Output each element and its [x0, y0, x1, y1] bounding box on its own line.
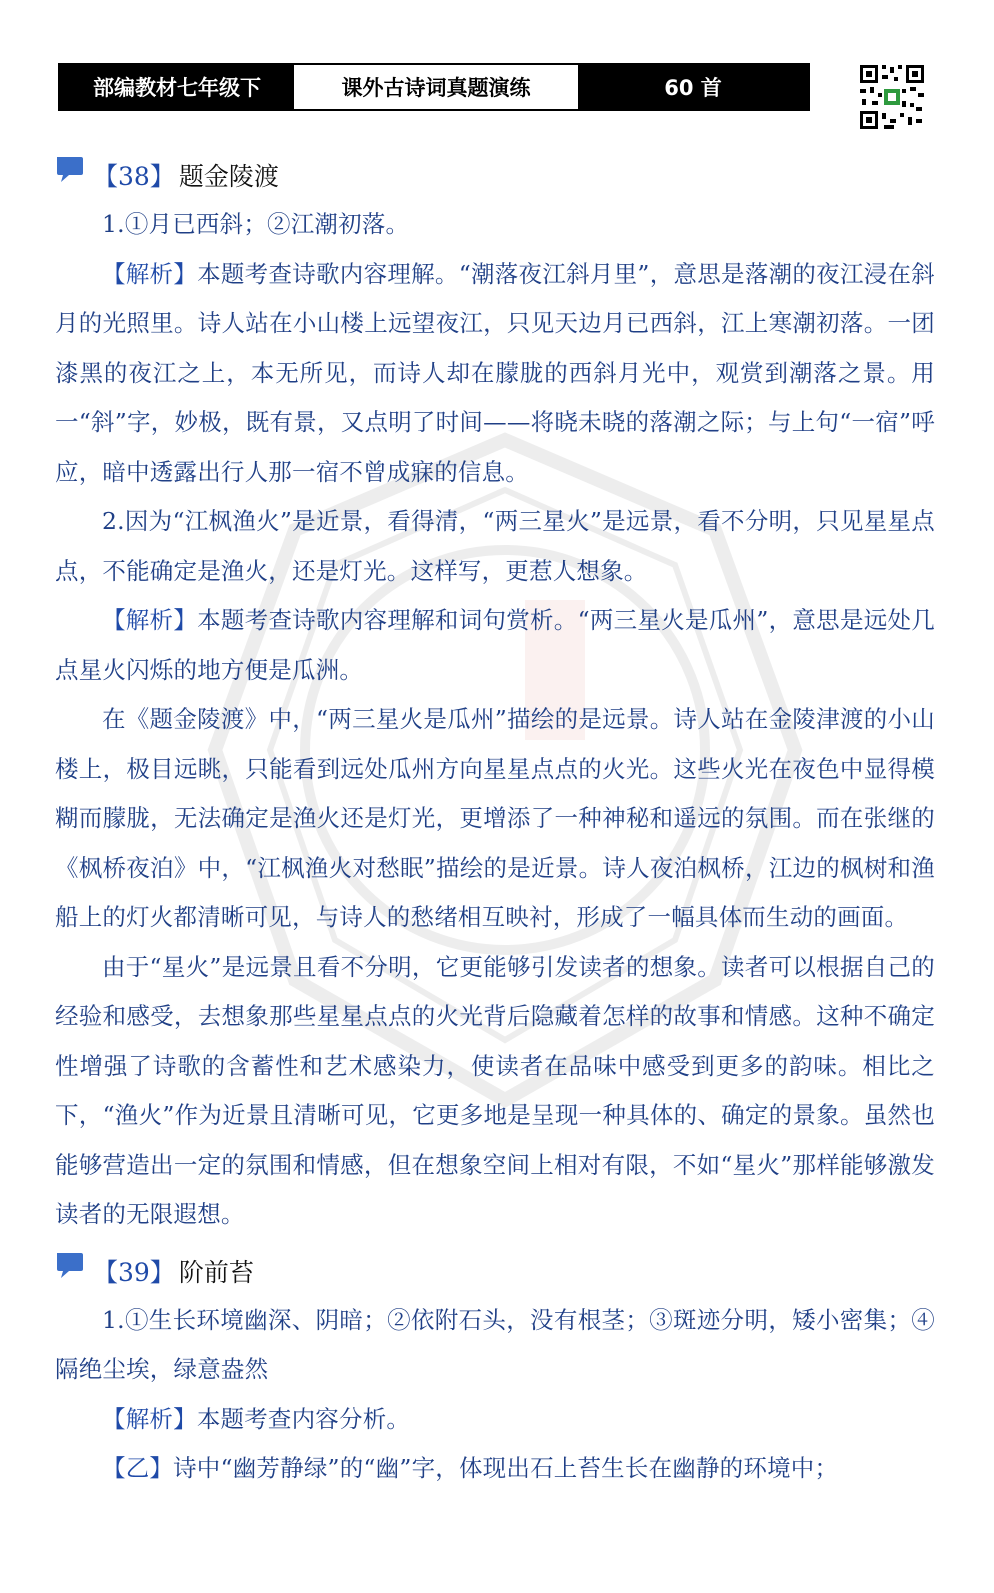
section-number: 【39】 [93, 1257, 175, 1287]
answer-paragraph: 2.因为“江枫渔火”是近景，看得清，“两三星火”是远景，看不分明，只见星星点点，不能确定是渔火，还是灯光。这样写，更惹人想象。 [55, 507, 935, 585]
part-tag: 【乙】 [102, 1454, 174, 1482]
body-paragraph: 在《题金陵渡》中，“两三星火是瓜州”描绘的是远景。诗人站在金陵津渡的小山楼上，极目远眺，只能看到远处瓜州方向星星点点的火光。这些火光在夜色中显得模糊而朦胧，无法确定是渔火还是灯光，更增添了一种神秘和遥远的氛围。而在张继的《枫桥夜泊》中，“江枫渔火对愁眠”描绘的是近景。诗人夜泊枫桥，江边的枫树和渔船上的灯火都清晰可见，与诗人的愁绪相互映衬，形成了一幅具体而生动的画面。 [55, 705, 935, 931]
book-title: 课外古诗词真题演练 [294, 65, 578, 109]
section-number: 【38】 [93, 162, 175, 191]
poem-count: 60 首 [578, 65, 808, 109]
analysis-paragraph: 【解析】本题考查诗歌内容理解和词句赏析。“两三星火是瓜州”，意思是远处几点星火闪烁的地方便是瓜洲。 [55, 606, 935, 684]
analysis-tag: 【解析】 [102, 259, 198, 288]
body-paragraph: 由于“星火”是远景且看不分明，它更能够引发读者的想象。读者可以根据自己的经验和感受，去想象那些星星点点的火光背后隐藏着怎样的故事和情感。这种不确定性增强了诗歌的含蓄性和艺术感染力，使读者在品味中感受到更多的韵味。相比之下，“渔火”作为近景且清晰可见，它更多地是呈现一种具体的、确定的景象。虽然也能够营造出一定的氛围和情感，但在想象空间上相对有限，不如“星火”那样能够激发读者的无限遐想。 [55, 952, 935, 1228]
analysis-tag: 【解析】 [102, 606, 198, 634]
header-bar [58, 63, 810, 111]
analysis-paragraph: 【解析】本题考查诗歌内容理解。“潮落夜江斜月里”，意思是落潮的夜江浸在斜月的光照里。诗人站在小山楼上远望夜江，只见天边月已西斜，江上寒潮初落。一团漆黑的夜江之上，本无所见，而诗人却在朦胧的西斜月光中，观赏到潮落之景。用一“斜”字，妙极，既有景，又点明了时间——将晓未晓的落潮之际；与上句“一宿”呼应，暗中透露出行人那一宿不曾成寐的信息。 [55, 259, 935, 486]
answer-content [55, 150, 935, 1494]
grade-label: 部编教材七年级下 [60, 65, 294, 109]
analysis-tag: 【解析】 [102, 1404, 197, 1433]
qr-code-icon [858, 63, 926, 131]
section-heading [55, 1246, 935, 1296]
section-title: 题金陵渡 [178, 162, 279, 191]
section-title: 阶前苔 [178, 1257, 254, 1287]
body-paragraph: 【乙】诗中“幽芳静绿”的“幽”字，体现出石上苔生长在幽静的环境中； [102, 1454, 839, 1482]
chat-bubble-icon [55, 155, 85, 183]
answer-paragraph: 1.①月已西斜；②江潮初落。 [102, 210, 410, 238]
analysis-paragraph: 【解析】本题考查内容分析。 [102, 1404, 411, 1433]
chat-bubble-icon [55, 1251, 85, 1279]
answer-paragraph: 1.①生长环境幽深、阴暗；②依附石头，没有根茎；③斑迹分明，矮小密集；④隔绝尘埃，绿意盎然 [55, 1305, 935, 1383]
section-heading [55, 150, 935, 200]
